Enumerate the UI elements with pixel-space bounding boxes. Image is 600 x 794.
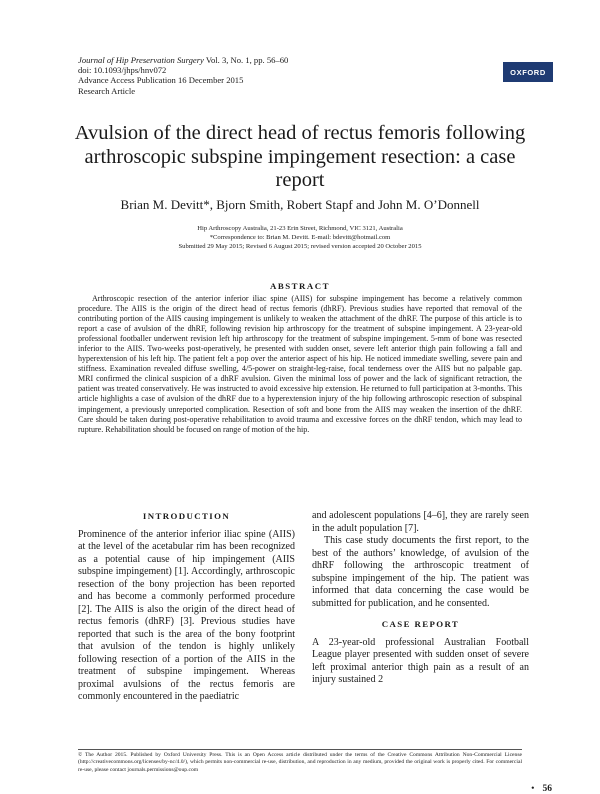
publication-line: Advance Access Publication 16 December 2015 — [78, 75, 244, 86]
body-column-left — [78, 510, 295, 704]
author-list: Brian M. Devitt*, Bjorn Smith, Robert Stapf and John M. O’Donnell — [120, 197, 480, 212]
doi-line[interactable]: doi: 10.1093/jhps/hnv072 — [78, 65, 167, 76]
affiliation: Hip Arthroscopy Australia, 21-23 Erin Street, Richmond, VIC 3121, Australia — [197, 225, 403, 232]
affiliation-block — [60, 224, 540, 251]
submission-dates: Submitted 29 May 2015; Revised 6 August 2015; revised version accepted 20 October 2015 — [178, 243, 422, 250]
case-report-paragraph: A 23-year-old professional Australian Football League player presented with sudden onset of severe left proximal anterior thigh pain as a result of an injury sustained 2 — [312, 636, 529, 685]
abstract-heading: ABSTRACT — [270, 281, 330, 291]
page-marker: • — [531, 784, 535, 794]
abstract-text: Arthroscopic resection of the anterior inferior iliac spine (AIIS) for subspine impingement has become a relatively common procedure. The AIIS is the origin of the direct head of rectus femoris (dhRF). Previous studies have reported that removal of the contributing portion of the AIIS causing impingement is unlikely to weaken the attachment of the dhRF. The purpose of this article is to report a case of avulsion of the dhRF, following revision hip arthroscopy for the treatment of subspine impingement. A 23-year-old professional footballer underwent revision left hip arthroscopy for the treatment of subspine impingement. 5-mm of bone was resected inferior to the AIIS. Two-weeks post-operatively, he presented with sudden onset, severe left anterior thigh pain following a fall and hyperextension of his left hip. The patient felt a pop over the anterior aspect of his hip. He noticed immediate swelling, severe pain and stiffness. Examination revealed diffuse swelling, 4/5-power on straight-leg-raise, focal tenderness over the AIIS but no palpable gap. MRI confirmed the clinical suspicion of a dhRF avulsion. Given the minimal loss of power and the lack of significant retraction, the patient was treated conservatively. He was instructed to avoid excessive hip extension. He returned to full participation at 3-months. This article highlights a case of avulsion of the dhRF due to a hyperextension injury of the hip following arthroscopic resection of subspinal impingement, a previously unreported complication. Resection of soft and bone from the AIIS may weaken the insertion of the dhRF. Care should be taken during post-operative rehabilitation to avoid trauma and excessive forces on the dhRF tendon, which may lead to rupture. Rehabilitation should be focused on range of motion of the hip. — [78, 294, 522, 434]
case-report-heading: CASE REPORT — [381, 619, 460, 629]
license-footnote: © The Author 2015. Published by Oxford University Press. This is an Open Access article distributed under the terms of the Creative Commons Attribution Non-Commercial License (http://creativecommons.org/licenses/by-nc/4.0/), which permits non-commercial re-use, distribution, and reproduction in any medium, provided the original work is properly cited. For commercial re-use, please contact journals.permissions@oup.com — [78, 752, 522, 773]
body-column-right — [312, 510, 529, 687]
journal-name: Journal of Hip Preservation Surgery — [78, 55, 204, 65]
journal-volume: Vol. 3, No. 1, pp. 56–60 — [203, 55, 289, 65]
journal-citation — [78, 55, 288, 65]
introduction-heading: INTRODUCTION — [142, 511, 231, 521]
correspondence: *Correspondence to: Brian M. Devitt. E-mail: bdevitt@hotmail.com — [209, 234, 391, 241]
article-type: Research Article — [78, 85, 136, 96]
article-meta — [78, 55, 288, 96]
introduction-paragraph-2: This case study documents the first report, to the best of the authors’ knowledge, of avulsion of the dhRF following the arthroscopic treatment of subspine impingement of the hip. The patient was informed that data concerning the case would be submitted for publication, and he consented. — [312, 535, 529, 609]
introduction-paragraph-continued: and adolescent populations [4–6], they are rarely seen in the adult population [7]. — [312, 510, 529, 534]
page-number — [500, 784, 552, 794]
oxford-logo: OXFORD — [503, 62, 553, 82]
article-title: Avulsion of the direct head of rectus femoris following arthroscopic subspine impingement resection: a case report — [74, 122, 526, 191]
page-number-value: 56 — [542, 784, 552, 794]
footnote-divider — [78, 749, 522, 750]
introduction-paragraph: Prominence of the anterior inferior iliac spine (AIIS) at the level of the acetabular rim has been recognized as a potential cause of hip impingement (AIIS subspine impingement) [1]. Accordingly, arthroscopic resection of the bony projection has been reported and has become a commonly performed procedure [2]. The AIIS is also the origin of the direct head of rectus femoris (dhRF) [3]. Previous studies have reported that such is the area of the bony footprint that avulsion of the tendon is highly unlikely following resection of a portion of the AIIS in the treatment of subspine impingement. Whereas proximal avulsions of the rectus femoris are commonly encountered in the paediatric — [78, 528, 295, 702]
